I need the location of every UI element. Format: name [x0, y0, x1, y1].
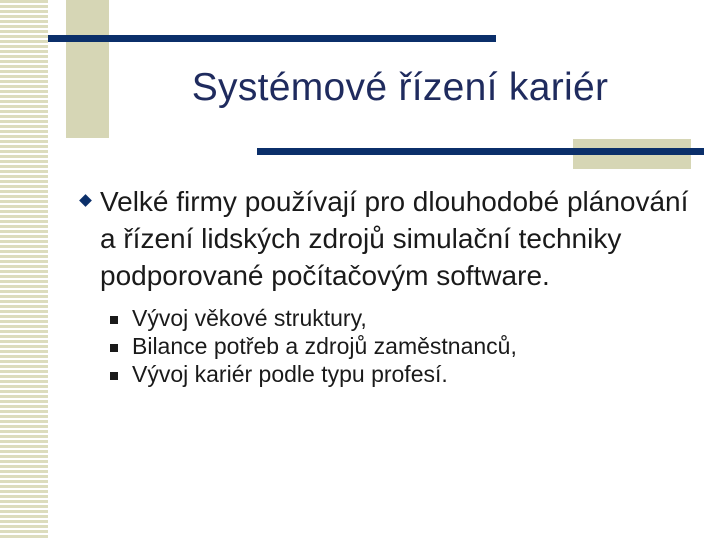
square-bullet-icon [110, 316, 118, 324]
diamond-bullet-icon [79, 194, 92, 207]
slide-title: Systémové řízení kariér [191, 66, 609, 109]
sub-bullet-item [108, 332, 698, 360]
sub-bullet-item [108, 304, 698, 332]
title-rule-top [48, 35, 496, 42]
sub-bullet-item [108, 360, 698, 388]
main-bullet-text: Velké firmy používají pro dlouhodobé plánování a řízení lidských zdrojů simulační techniky podporované počítačovým software. [100, 186, 689, 291]
sub-bullet-text: Vývoj kariér podle typu profesí. [132, 361, 448, 387]
sub-bullet-list [78, 304, 698, 388]
decorative-left-stripe [0, 0, 48, 540]
decorative-title-block [66, 0, 109, 138]
square-bullet-icon [110, 344, 118, 352]
slide-content [78, 183, 698, 388]
title-rule-bottom [257, 148, 704, 155]
square-bullet-icon [110, 372, 118, 380]
main-bullet-item [78, 183, 698, 294]
sub-bullet-text: Bilance potřeb a zdrojů zaměstnanců, [132, 333, 517, 359]
sub-bullet-text: Vývoj věkové struktury, [132, 305, 367, 331]
